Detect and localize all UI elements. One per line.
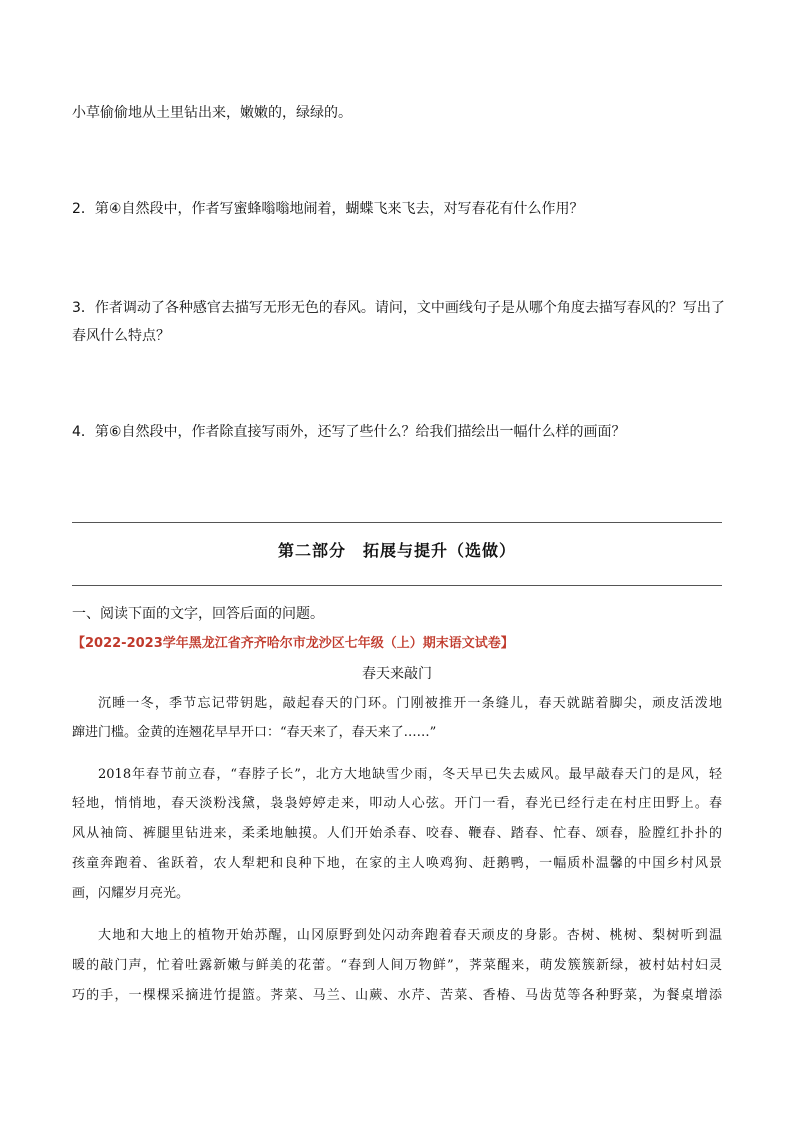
question-3-line-2: 春风什么特点？ <box>72 328 170 344</box>
reading-instruction: 一、阅读下面的文字，回答后面的问题。 <box>72 606 324 622</box>
question-1-answer-tail: 小草偷偷地从土里钻出来，嫩嫩的，绿绿的。 <box>72 105 352 121</box>
paragraph-line: 蹿进门槛。金黄的连翘花早早开口：“春天来了，春天来了……” <box>72 725 437 740</box>
section-bottom-divider <box>72 585 722 586</box>
paragraph-line: 暖的敲门声，忙着吐露新嫩与鲜美的花蕾。“春到人间万物鲜”，荠菜醒来，萌发簇簇新绿，被村姑村妇灵 <box>72 958 722 973</box>
paragraph-line: 轻地，悄悄地，春天淡粉浅黛，袅袅婷婷走来，叩动人心弦。开门一看，春光已经行走在村庄田野上。春 <box>72 796 722 811</box>
article-title: 春天来敲门 <box>362 666 432 682</box>
paragraph-line: 巧的手，一棵棵采摘进竹提篮。荠菜、马兰、山蕨、水芹、苦菜、香椿、马齿苋等各种野菜，为餐桌增添 <box>72 988 722 1003</box>
section-title: 第二部分 拓展与提升（选做） <box>277 541 516 560</box>
paragraph-line: 大地和大地上的植物开始苏醒，山冈原野到处闪动奔跑着春天顽皮的身影。杏树、桃树、梨树听到温 <box>98 928 722 943</box>
source-citation: 【2022-2023学年黑龙江省齐齐哈尔市龙沙区七年级（上）期末语文试卷】 <box>72 636 514 651</box>
question-4: 4．第⑥自然段中，作者除直接写雨外，还写了些什么？给我们描绘出一幅什么样的画面？ <box>72 424 626 440</box>
question-3-line-1: 3．作者调动了各种感官去描写无形无色的春风。请问，文中画线句子是从哪个角度去描写春风的？写出了 <box>72 300 725 316</box>
question-2: 2．第④自然段中，作者写蜜蜂嗡嗡地闹着，蝴蝶飞来飞去，对写春花有什么作用？ <box>72 201 584 217</box>
paragraph-line: 2018年春节前立春，“春脖子长”，北方大地缺雪少雨，冬天早已失去威风。最早敲春天门的是风，轻 <box>98 767 722 782</box>
paragraph-line: 孩童奔跑着、雀跃着，农人犁耙和良种下地，在家的主人唤鸡狗、赶鹅鸭，一幅质朴温馨的中国乡村风景 <box>72 856 722 871</box>
paragraph-line: 画，闪耀岁月亮光。 <box>72 886 190 901</box>
paragraph-line: 沉睡一冬，季节忘记带钥匙，敲起春天的门环。门刚被推开一条缝儿，春天就踮着脚尖，顽皮活泼地 <box>98 696 722 711</box>
paragraph-line: 风从袖筒、裤腿里钻进来，柔柔地触摸。人们开始杀春、咬春、鞭春、踏春、忙春、颂春，脸膛红扑扑的 <box>72 826 722 841</box>
section-top-divider <box>72 522 722 523</box>
